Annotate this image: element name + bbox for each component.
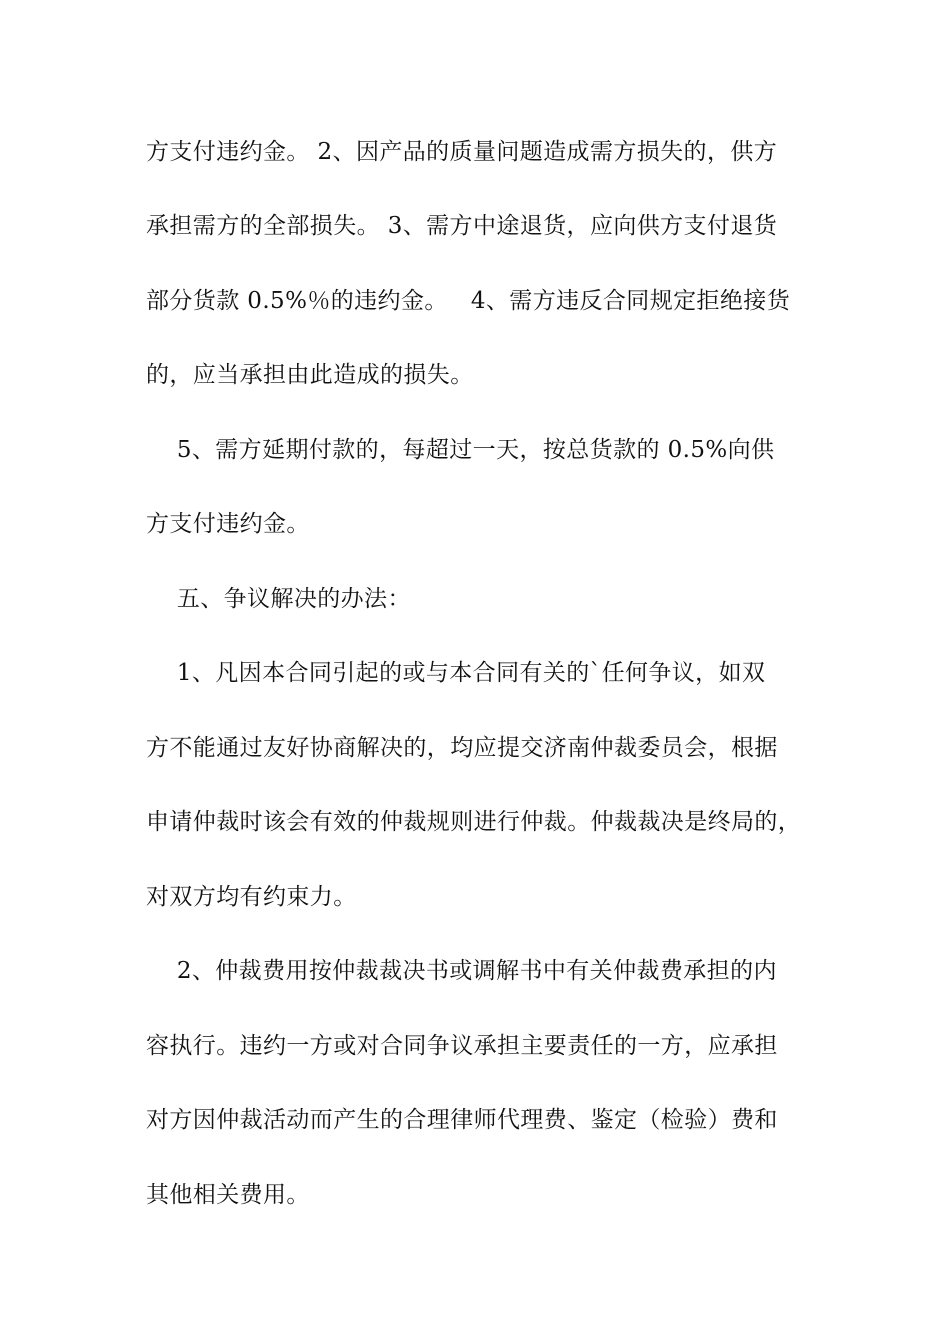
text-line: 申请仲裁时该会有效的仲裁规则进行仲裁。仲裁裁决是终局的， bbox=[146, 809, 802, 835]
text-line: 容执行。违约一方或对合同争议承担主要责任的一方，应承担 bbox=[146, 1033, 778, 1059]
text-line: 方支付违约金。 bbox=[146, 511, 310, 537]
text-line: 部分货款 0.5%％的违约金。 4、需方违反合同规定拒绝接货 bbox=[146, 288, 791, 314]
text-line: 对方因仲裁活动而产生的合理律师代理费、鉴定（检验）费和 bbox=[146, 1107, 778, 1133]
text-line: 承担需方的全部损失。 3、需方中途退货，应向供方支付退货 bbox=[146, 213, 778, 239]
text-line: 1、凡因本合同引起的或与本合同有关的`任何争议，如双 bbox=[146, 660, 766, 686]
text-line: 的，应当承担由此造成的损失。 bbox=[146, 362, 474, 388]
text-line: 其他相关费用。 bbox=[146, 1182, 310, 1208]
text-line: 方不能通过友好协商解决的，均应提交济南仲裁委员会，根据 bbox=[146, 735, 778, 761]
text-line: 对双方均有约束力。 bbox=[146, 884, 357, 910]
text-line: 5、需方延期付款的，每超过一天，按总货款的 0.5%向供 bbox=[146, 437, 775, 463]
text-line: 2、仲裁费用按仲裁裁决书或调解书中有关仲裁费承担的内 bbox=[146, 958, 777, 984]
section-heading: 五、争议解决的办法： bbox=[146, 586, 411, 612]
text-line: 方支付违约金。 2、因产品的质量问题造成需方损失的，供方 bbox=[146, 139, 778, 165]
